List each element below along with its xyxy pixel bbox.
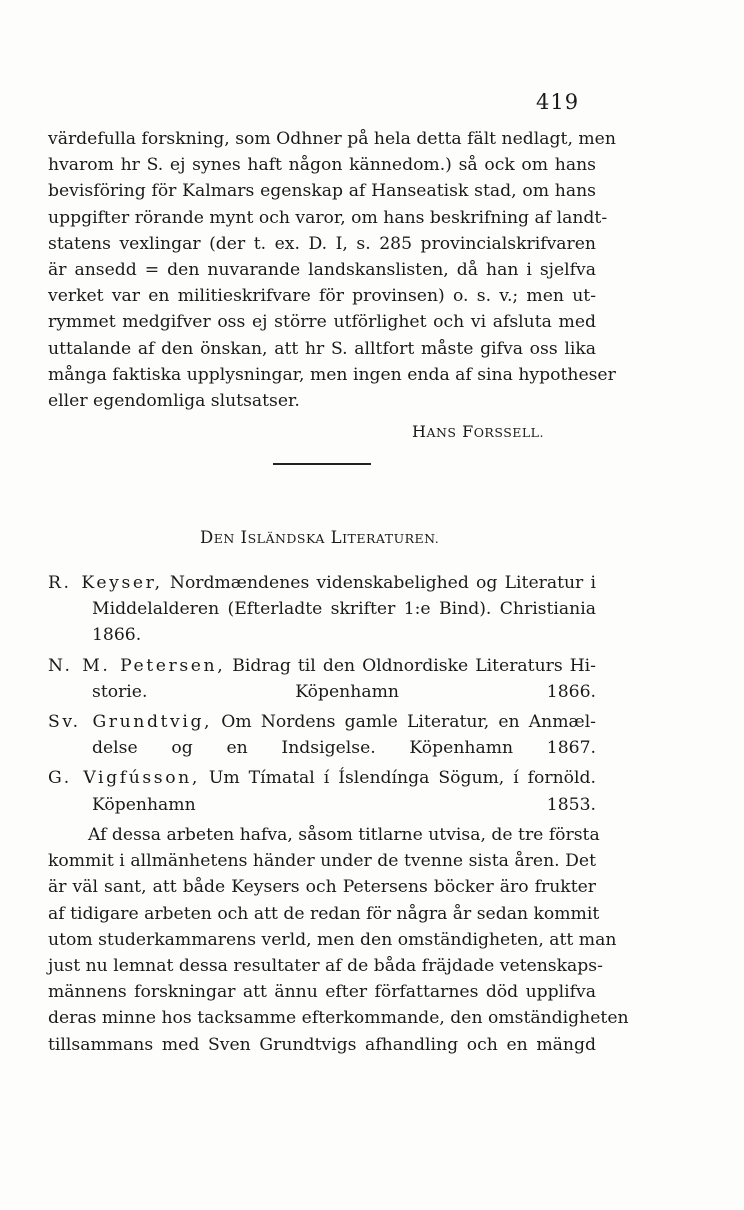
signature-smallcaps: ORSSELL. — [473, 425, 544, 440]
heading-initial: I — [240, 528, 248, 547]
text-line: värdefulla forskning, som Odhner på hela detta fält nedlagt, men — [48, 129, 616, 149]
heading-smallcaps: EN — [213, 531, 235, 546]
reference-title: Bidrag til den Oldnordiske Literaturs Hi- — [232, 655, 596, 676]
signature-initial: H — [412, 422, 427, 441]
reference-line — [48, 709, 596, 735]
text-line: bevisföring för Kalmars egenskap af Hanseatisk stad, om hans — [48, 181, 596, 202]
text-line: uppgifter rörande mynt och varor, om hans beskrifning af landt- — [48, 207, 608, 228]
text-line: männens forskningar att ännu efter författarnes död upplifva — [48, 982, 596, 1003]
reference-line: delse og en Indsigelse. Köpenhamn 1867. — [92, 738, 596, 759]
reference-line — [48, 653, 596, 679]
text-line: kommit i allmänhetens händer under de tvenne sista åren. Det — [48, 851, 596, 872]
reference-item — [48, 570, 596, 649]
text-line: utom studerkammarens verld, men den omständigheten, att man — [48, 929, 617, 950]
reference-author: Sv. Grundtvig, — [48, 712, 213, 733]
signature-initial: F — [462, 422, 474, 441]
reference-line — [48, 765, 596, 791]
section-divider — [273, 463, 371, 465]
reference-item — [48, 765, 596, 817]
text-line: verket var en militieskrifvare för provinsen) o. s. v.; men ut- — [48, 286, 596, 307]
reference-title: Um Tímatal í Íslendínga Sögum, í fornöld. — [208, 768, 596, 789]
reference-title: Nordmændenes videnskabelighed og Literatur i — [169, 573, 596, 593]
reference-line — [48, 570, 596, 596]
reference-item — [48, 653, 596, 705]
text-line: tillsammans med Sven Grundtvigs afhandling och en mängd — [48, 1034, 596, 1055]
reference-item — [48, 709, 596, 761]
reference-line: 1866. — [92, 625, 142, 646]
text-line: rymmet medgifver oss ej större utförlighet och vi afsluta med — [48, 312, 596, 333]
reference-author: R. Keyser, — [48, 573, 163, 593]
text-line: statens vexlingar (der t. ex. D. I, s. 285 provincialskrifvaren — [48, 233, 596, 254]
reference-title: Om Nordens gamle Literatur, en Anmæl- — [221, 712, 596, 733]
reference-line: storie. Köpenhamn 1866. — [92, 681, 596, 702]
text-line: just nu lemnat dessa resultater af de båda fräjdade vetenskaps- — [48, 956, 603, 977]
text-line: af tidigare arbeten och att de redan för några år sedan kommit — [48, 903, 600, 924]
reference-author: G. Vigfússon, — [48, 768, 200, 789]
top-paragraph — [48, 126, 616, 414]
author-signature — [412, 422, 544, 441]
reference-list — [48, 570, 596, 822]
text-line: är väl sant, att både Keysers och Petersens böcker äro frukter — [48, 877, 596, 898]
reference-author: N. M. Petersen, — [48, 655, 226, 676]
text-line: deras minne hos tacksamme efterkommande, den omständigheten — [48, 1008, 629, 1029]
heading-initial: L — [330, 528, 343, 547]
heading-smallcaps: ITERATUREN. — [342, 531, 440, 546]
text-line: uttalande af den önskan, att hr S. alltfort måste gifva oss lika — [48, 338, 596, 359]
section-heading — [200, 528, 439, 547]
reference-line: Middelalderen (Efterladte skrifter 1:e Bind). Christiania — [92, 599, 596, 620]
text-line: många faktiska upplysningar, men ingen enda af sina hypotheser — [48, 364, 616, 385]
heading-smallcaps: SLÄNDSKA — [247, 531, 325, 546]
signature-smallcaps: ANS — [426, 425, 457, 440]
heading-initial: D — [200, 528, 214, 547]
body-paragraph — [48, 822, 629, 1058]
text-line: hvarom hr S. ej synes haft någon kännedom.) så ock om hans — [48, 155, 596, 176]
reference-line: Köpenhamn 1853. — [92, 794, 596, 815]
text-line: Af dessa arbeten hafva, såsom titlarne utvisa, de tre första — [88, 825, 600, 845]
text-line: är ansedd = den nuvarande landskanslisten, då han i sjelfva — [48, 260, 596, 281]
page-number: 419 — [536, 90, 580, 114]
text-line: eller egendomliga slutsatser. — [48, 391, 300, 412]
